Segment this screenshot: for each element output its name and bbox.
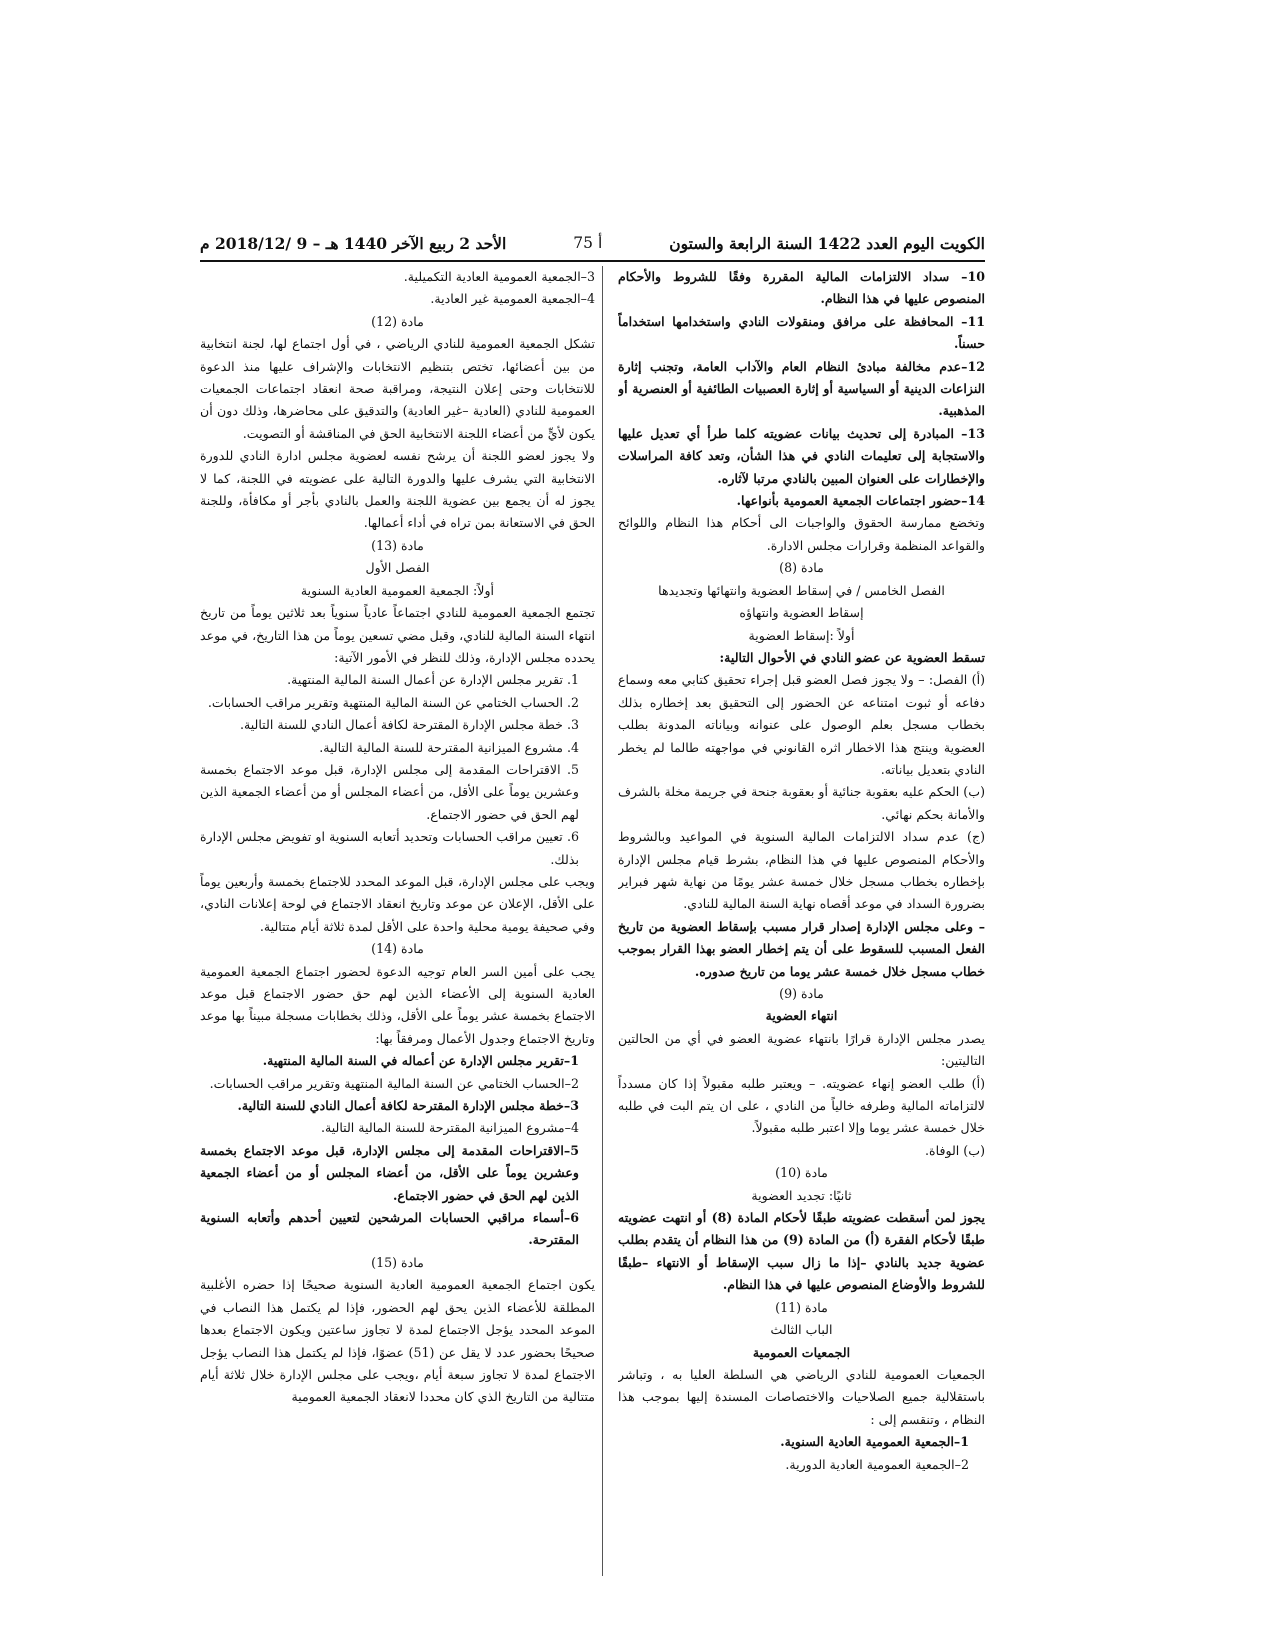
left-column-paragraph: مادة (12) [371, 313, 424, 329]
left-column-paragraph: مادة (13) [371, 537, 424, 553]
left-column-paragraph: 5. الاقتراحات المقدمة إلى مجلس الإدارة، قبل موعد الاجتماع بخمسة وعشرين يوماً على الأقل، من أعضاء المجلس أو من أعضاء الجمعية الذين لهم الحق في حضور الاجتماع. [200, 761, 579, 822]
right-column-paragraph: (ب) الوفاة. [925, 1142, 985, 1158]
right-column-paragraph: مادة (9) [779, 986, 824, 1001]
left-column [200, 266, 595, 1586]
left-column-paragraph: ولا يجوز لعضو اللجنة أن يرشح نفسه لعضوية مجلس ادارة النادي للدورة الانتخابية التي يشرف عليها والدورة التالية على عضويته في اللجنة، كما لا يجوز له أن يجمع بين عضوية اللجنة والعمل بالنادي بأجر أو مكافأة، وللجنة الحق في الاستعانة بمن تراه في أداء أعمالها. [200, 448, 595, 531]
right-column-paragraph: (أ) طلب العضو إنهاء عضويته. – ويعتبر طلبه مقبولاً إذا كان مسدداً لالتزاماته المالية وطرفه خالياً من النادي ، على ان يتم البت في طلبه خلال خمسة عشر يوما وإلا اعتبر طلبه مقبولاً. [618, 1075, 985, 1136]
left-column-paragraph: 1–تقرير مجلس الإدارة عن أعماله في السنة المالية المنتهية. [262, 1053, 579, 1069]
right-column-paragraph: (أ) الفصل: – ولا يجوز فصل العضو قبل إجراء تحقيق كتابي معه وسماع دفاعه أو ثبوت امتناعه عن الحضور إلى التحقيق بعد إخطاره بذلك بخطاب مسجل بعلم الوصول على عنوانه وبياناته المدونة بطلب العضوية وينتج هذا الاخطار اثره القانوني في مواجهته طالما لم يخطر النادي بتعديل بياناته. [618, 672, 985, 777]
left-column-paragraph: 3–خطة مجلس الإدارة المقترحة لكافة أعمال النادي للسنة التالية. [237, 1098, 579, 1114]
header-rule [200, 260, 985, 262]
column-divider [602, 266, 603, 1576]
left-column-paragraph: 6–أسماء مراقبي الحسابات المرشحين لتعيين أحدهم وأتعابه السنوية المقترحة. [200, 1210, 579, 1248]
left-column-paragraph: يكون اجتماع الجمعية العمومية العادية السنوية صحيحًا إذا حضره الأغلبية المطلقة للأعضاء الذين يحق لهم الحضور، فإذا لم يكتمل هذا النصاب في الموعد المحدد يؤجل الاجتماع لمدة لا تجاوز ساعتين ويكون الاجتماع بعدها صحيحًا بحضور عدد لا يقل عن (51) عضوًا، فإذا لم يكتمل هذا النصاب يؤجل الاجتماع لمدة لا تجاوز سبعة أيام ،ويجب على مجلس الإدارة خلال ثلاثة أيام متتالية من التاريخ الذي كان محددا لانعقاد الجمعية العمومية [200, 1277, 595, 1405]
left-column-paragraph: 4–الجمعية العمومية غير العادية. [430, 291, 595, 307]
right-column-paragraph: 11– المحافظة على مرافق ومنقولات النادي واستخدامها استخداماً حسناً. [618, 313, 985, 352]
right-column-paragraph: – وعلى مجلس الإدارة إصدار قرار مسبب بإسقاط العضوية من تاريخ الفعل المسبب للسقوط على أن يتم إخطار العضو بهذا القرار بموجب خطاب مسجل خلال خمسة عشر يوما من تاريخ صدوره. [618, 918, 985, 979]
right-column [618, 266, 985, 1586]
left-column-paragraph: 3. خطة مجلس الإدارة المقترحة لكافة أعمال النادي للسنة التالية. [239, 717, 579, 733]
left-column-paragraph: مادة (15) [371, 1254, 424, 1270]
left-column-paragraph: 3–الجمعية العمومية العادية التكميلية. [403, 269, 595, 284]
left-column-paragraph: الفصل الأول [365, 560, 430, 576]
left-column-paragraph: 1. تقرير مجلس الإدارة عن أعمال السنة المالية المنتهية. [287, 672, 579, 688]
right-column-paragraph: انتهاء العضوية [765, 1008, 838, 1024]
right-column-paragraph: 14–حضور اجتماعات الجمعية العمومية بأنواعها. [736, 493, 985, 509]
header-date: الأحد 2 ربيع الآخر 1440 هـ – 9 /2018/12 م [200, 233, 507, 253]
header-page-number: أ 75 [573, 234, 603, 252]
right-column-paragraph: مادة (10) [775, 1165, 828, 1181]
right-column-paragraph: الباب الثالث [770, 1322, 833, 1338]
left-column-paragraph: أولاً: الجمعية العمومية العادية السنوية [300, 582, 495, 598]
right-column-paragraph: وتخضع ممارسة الحقوق والواجبات الى أحكام هذا النظام واللوائح والقواعد المنظمة وقرارات مجلس الادارة. [618, 515, 985, 553]
right-column-paragraph: 13– المبادرة إلى تحديث بيانات عضويته كلما طرأ أي تعديل عليها والاستجابة إلى تعليمات النادي في هذا الشأن، وتعد كافة المراسلات والإخطارات على العنوان المبين بالنادي مرتبا لآثاره. [618, 425, 985, 486]
left-column-paragraph: 6. تعيين مراقب الحسابات وتحديد أتعابه السنوية او تفويض مجلس الإدارة بذلك. [200, 829, 579, 867]
right-column-paragraph: الجمعيات العمومية [752, 1344, 851, 1360]
right-column-paragraph: الفصل الخامس / في إسقاط العضوية وانتهائها وتجديدها [658, 582, 945, 598]
right-column-paragraph: 2–الجمعية العمومية العادية الدورية. [785, 1456, 969, 1472]
left-column-paragraph: تشكل الجمعية العمومية للنادي الرياضي ، في أول اجتماع لها، لجنة انتخابية من بين أعضائها، تختص بتنظيم الانتخابات والإشراف عليها منذ الدعوة للانتخابات وحتى إعلان النتيجة، ومراقبة صحة انعقاد اجتماعات الجمعيات العمومية للنادي (العادية –غير العادية) والتدقيق على محاضرها، وذلك دون أن يكون لأيٍّ من أعضاء اللجنة الانتخابية الحق في المناقشة أو التصويت. [200, 336, 595, 441]
right-column-paragraph: أولاً :إسقاط العضوية [748, 627, 855, 643]
right-column-paragraph: 1–الجمعية العمومية العادية السنوية. [780, 1434, 969, 1450]
left-column-paragraph: 2. الحساب الختامي عن السنة المالية المنتهية وتقرير مراقب الحسابات. [207, 694, 579, 710]
left-column-paragraph: 4. مشروع الميزانية المقترحة للسنة المالية التالية. [319, 739, 579, 755]
right-column-paragraph: الجمعيات العمومية للنادي الرياضي هي السلطة العليا به ، وتباشر باستقلالية جميع الصلاحيات والاختصاصات المسندة إليها بموجب هذا النظام ، وتنقسم إلى : [618, 1366, 985, 1427]
right-column-paragraph: 10– سداد الالتزامات المالية المقررة وفقًا للشروط والأحكام المنصوص عليها في هذا النظام. [618, 269, 985, 307]
page-header [200, 228, 985, 258]
right-column-paragraph: يصدر مجلس الإدارة قرارًا بانتهاء عضوية العضو في أي من الحالتين التاليتين: [618, 1030, 985, 1069]
left-column-paragraph: ويجب على مجلس الإدارة، قبل الموعد المحدد للاجتماع بخمسة وأربعين يوماً على الأقل، الإعلان عن موعد وتاريخ انعقاد الاجتماع في لوحة إعلانات النادي، وفي صحيفة يومية محلية واحدة على الأقل لمدة ثلاثة أيام متتالية. [200, 873, 595, 934]
left-column-paragraph: 4–مشروع الميزانية المقترحة للسنة المالية التالية. [320, 1120, 579, 1136]
left-column-paragraph: 5–الاقتراحات المقدمة إلى مجلس الإدارة، قبل موعد الاجتماع بخمسة وعشرين يوماً على الأقل، من أعضاء المجلس أو من أعضاء الجمعية الذين لهم الحق في حضور الاجتماع. [200, 1142, 579, 1203]
right-column-paragraph: مادة (11) [775, 1299, 828, 1315]
header-publication: الكويت اليوم العدد 1422 السنة الرابعة والستون [669, 233, 985, 253]
right-column-paragraph: مادة (8) [779, 560, 824, 576]
left-column-paragraph: مادة (14) [371, 941, 424, 957]
right-column-paragraph: يجوز لمن أسقطت عضويته طبقًا لأحكام المادة (8) أو انتهت عضويته طبقًا لأحكام الفقرة (أ) من المادة (9) من هذا النظام أن يتقدم بطلب عضوية جديد بالنادي –إذا ما زال سبب الإسقاط أو الانتهاء –طبقًا للشروط والأوضاع المنصوص عليها في هذا النظام. [618, 1210, 985, 1293]
right-column-paragraph: (ب) الحكم عليه بعقوبة جنائية أو بعقوبة جنحة في جريمة مخلة بالشرف والأمانة بحكم نهائي. [618, 784, 985, 822]
right-column-paragraph: (ج) عدم سداد الالتزامات المالية السنوية في المواعيد وبالشروط والأحكام المنصوص عليها في هذا النظام، بشرط قيام مجلس الإدارة بإخطاره بخطاب مسجل خلال خمسة عشر يومًا من نهاية شهر فبراير بضرورة السداد في موعد أقصاه نهاية السنة المالية للنادي. [618, 829, 985, 912]
left-column-paragraph: تجتمع الجمعية العمومية للنادي اجتماعاً عادياً سنوياً بعد ثلاثين يوماً من تاريخ انتهاء السنة المالية للنادي، وقبل مضي تسعين يوماً من هذا التاريخ، في موعد يحدده مجلس الإدارة، وذلك للنظر في الأمور الآتية: [200, 605, 595, 665]
left-column-paragraph: يجب على أمين السر العام توجيه الدعوة لحضور اجتماع الجمعية العمومية العادية السنوية إلى الأعضاء الذين لهم حق حضور الاجتماع قبل موعد الاجتماع بخمسة عشر يوماً على الأقل، وذلك بخطابات مسجلة مبيناً بها موعد وتاريخ الاجتماع وجدول الأعمال ومرفقاً بها: [200, 963, 595, 1046]
right-column-paragraph: إسقاط العضوية وانتهاؤه [739, 605, 864, 621]
right-column-paragraph: 12–عدم مخالفة مبادئ النظام العام والآداب العامة، وتجنب إثارة النزاعات الدينية أو السياسية أو إثارة العصبيات الطائفية أو العنصرية أو المذهبية. [618, 358, 985, 419]
left-column-paragraph: 2–الحساب الختامي عن السنة المالية المنتهية وتقرير مراقب الحسابات. [209, 1075, 579, 1091]
right-column-paragraph: ثانيًا: تجديد العضوية [751, 1187, 852, 1203]
right-column-paragraph: تسقط العضوية عن عضو النادي في الأحوال التالية: [719, 649, 985, 665]
